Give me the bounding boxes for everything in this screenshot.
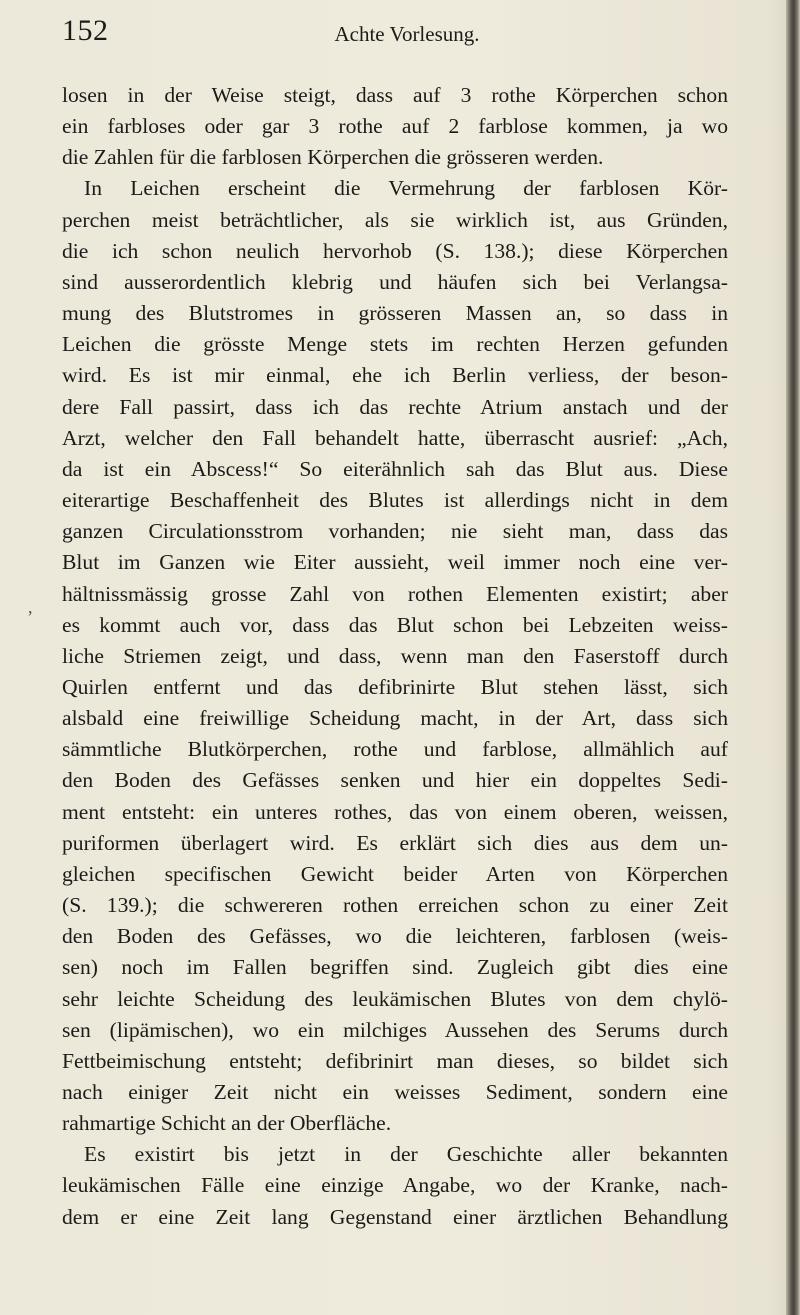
text-line: die ich schon neulich hervorhob (S. 138.); diese Körperchen — [62, 238, 728, 263]
text-line: leukämischen Fälle eine einzige Angabe, wo der Kranke, nach- — [62, 1173, 728, 1198]
text-line: Es existirt bis jetzt in der Geschichte aller bekannten — [84, 1142, 728, 1167]
text-line: sen) noch im Fallen begriffen sind. Zugleich gibt dies eine — [62, 955, 728, 980]
text-line: losen in der Weise steigt, dass auf 3 rothe Körperchen schon — [62, 83, 728, 107]
text-line: die Zahlen für die farblosen Körperchen die grösseren werden. — [62, 145, 604, 170]
text-line: nach einiger Zeit nicht ein weisses Sediment, sondern eine — [62, 1080, 728, 1104]
text-line: perchen meist beträchtlicher, als sie wirklich ist, aus Gründen, — [62, 207, 728, 232]
text-line: da ist ein Abscess!“ So eiterähnlich sah das Blut aus. Diese — [62, 456, 728, 481]
body-text — [62, 80, 728, 1233]
text-line: ganzen Circulationsstrom vorhanden; nie sieht man, dass das — [62, 519, 728, 544]
text-line: Fettbeimischung entsteht; defibrinirt man dieses, so bildet sich — [62, 1048, 728, 1073]
text-line: Blut im Ganzen wie Eiter aussieht, weil immer noch eine ver- — [62, 550, 728, 575]
text-line: dere Fall passirt, dass ich das rechte Atrium anstach und der — [62, 394, 728, 419]
text-line: ein farbloses oder gar 3 rothe auf 2 farblose kommen, ja wo — [62, 114, 728, 139]
running-head: Achte Vorlesung. — [334, 22, 480, 46]
text-line: hältnissmässig grosse Zahl von rothen Elementen existirt; aber — [62, 581, 728, 606]
text-line: puriformen überlagert wird. Es erklärt sich dies aus dem un- — [62, 830, 728, 855]
text-line: dem er eine Zeit lang Gegenstand einer ärztlichen Behandlung — [62, 1204, 728, 1229]
text-line: wird. Es ist mir einmal, ehe ich Berlin verliess, der beson- — [62, 363, 728, 388]
margin-mark: , — [28, 597, 33, 617]
text-line: liche Striemen zeigt, und dass, wenn man den Faserstoff durch — [62, 643, 728, 668]
text-line: In Leichen erscheint die Vermehrung der farblosen Kör- — [84, 176, 728, 201]
text-line: ment entsteht: ein unteres rothes, das von einem oberen, weissen, — [62, 799, 728, 824]
text-line: gleichen specifischen Gewicht beider Arten von Körperchen — [62, 861, 728, 886]
text-line: sämmtliche Blutkörperchen, rothe und farblose, allmählich auf — [62, 737, 728, 762]
text-line: sen (lipämischen), wo ein milchiges Aussehen des Serums durch — [62, 1017, 728, 1042]
text-line: Leichen die grösste Menge stets im rechten Herzen gefunden — [62, 332, 728, 357]
text-line: sehr leichte Scheidung des leukämischen Blutes von dem chylö- — [62, 986, 728, 1011]
text-line: eiterartige Beschaffenheit des Blutes ist allerdings nicht in dem — [62, 488, 728, 513]
text-line: Arzt, welcher den Fall behandelt hatte, überrascht ausrief: „Ach, — [62, 425, 728, 450]
text-line: (S. 139.); die schwereren rothen erreichen schon zu einer Zeit — [62, 893, 728, 918]
page-number: 152 — [62, 14, 109, 47]
page-edge — [786, 0, 800, 1315]
text-line: rahmartige Schicht an der Oberfläche. — [62, 1111, 392, 1136]
text-line: den Boden des Gefässes senken und hier ein doppeltes Sedi- — [62, 768, 728, 793]
text-line: den Boden des Gefässes, wo die leichteren, farblosen (weis- — [62, 924, 728, 949]
text-line: es kommt auch vor, dass das Blut schon bei Lebzeiten weiss- — [62, 612, 728, 637]
page-header — [62, 14, 752, 54]
text-line: mung des Blutstromes in grösseren Massen an, so dass in — [62, 301, 728, 326]
text-line: alsbald eine freiwillige Scheidung macht, in der Art, dass sich — [62, 706, 728, 731]
text-line: sind ausserordentlich klebrig und häufen sich bei Verlangsa- — [62, 269, 728, 294]
text-line: Quirlen entfernt und das defibrinirte Blut stehen lässt, sich — [62, 674, 728, 699]
